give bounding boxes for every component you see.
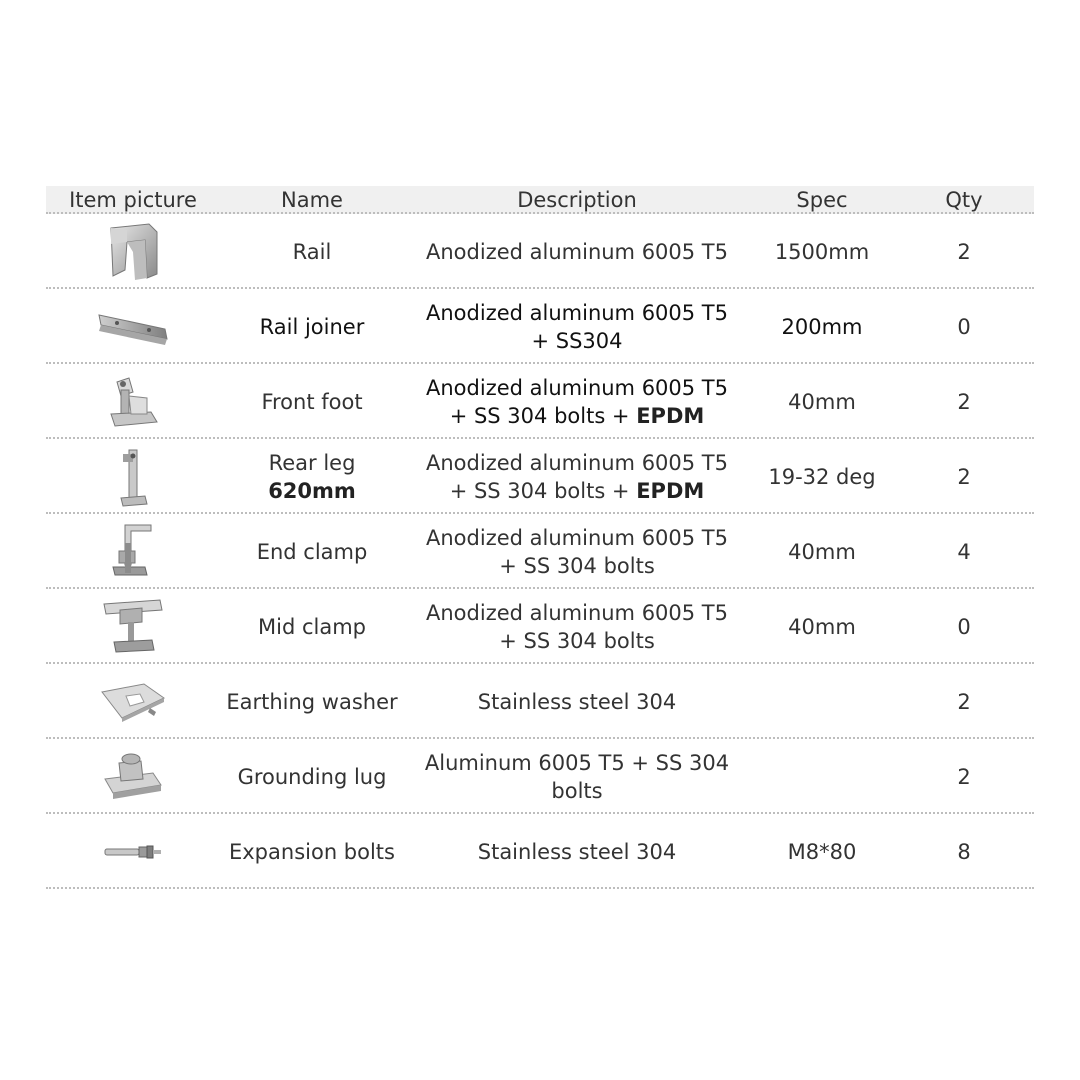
item-description: Anodized aluminum 6005 T5 (426, 300, 728, 325)
item-spec: 40mm (788, 614, 856, 639)
item-name: End clamp (256, 539, 368, 564)
item-description: Anodized aluminum 6005 T5 (426, 375, 728, 400)
item-name: Rear leg (268, 450, 356, 475)
item-description: Aluminum 6005 T5 + SS 304 (424, 750, 730, 775)
item-name: Rail (292, 239, 332, 264)
front-foot-icon (46, 372, 220, 432)
item-description: Stainless steel 304 (477, 689, 677, 714)
item-description-line2: bolts (551, 778, 603, 803)
table-row (46, 289, 1034, 364)
item-name: Rail joiner (259, 314, 365, 339)
item-qty: 2 (957, 689, 971, 714)
item-description: Anodized aluminum 6005 T5 (426, 600, 728, 625)
table-row (46, 664, 1034, 739)
item-name: Grounding lug (237, 764, 387, 789)
item-qty: 2 (957, 239, 971, 264)
item-description-line2: + SS 304 bolts (499, 553, 655, 578)
item-description-line2: + SS 304 bolts + (449, 478, 637, 503)
item-qty: 2 (957, 764, 971, 789)
grounding-lug-icon (46, 749, 220, 805)
item-qty: 2 (957, 389, 971, 414)
item-description-line2: + SS 304 bolts (499, 628, 655, 653)
rear-leg-icon (46, 446, 220, 508)
item-description: Anodized aluminum 6005 T5 (426, 239, 728, 264)
item-spec: 19-32 deg (768, 464, 876, 489)
item-name: Earthing washer (226, 689, 398, 714)
end-clamp-icon (46, 521, 220, 583)
table-row (46, 739, 1034, 814)
item-description-bold: EPDM (636, 478, 705, 503)
header-picture: Item picture (69, 188, 197, 212)
table-header (46, 186, 1034, 214)
item-name: Mid clamp (258, 614, 366, 639)
header-spec: Spec (796, 188, 848, 212)
item-qty: 4 (957, 539, 971, 564)
mid-clamp-icon (46, 596, 220, 658)
item-description-bold: EPDM (636, 403, 705, 428)
expansion-bolt-icon (46, 840, 220, 864)
header-name: Name (281, 188, 343, 212)
rail-joiner-icon (46, 305, 220, 349)
item-spec: 200mm (781, 314, 863, 339)
item-name-bold: 620mm (268, 478, 356, 503)
table-row (46, 814, 1034, 889)
header-description: Description (517, 188, 637, 212)
table-row (46, 214, 1034, 289)
item-description-line2: + SS304 (531, 328, 623, 353)
earthing-washer-icon (46, 678, 220, 726)
item-qty: 0 (957, 614, 971, 639)
parts-table (46, 186, 1034, 889)
item-spec: 40mm (788, 389, 856, 414)
table-row (46, 589, 1034, 664)
item-spec: 40mm (788, 539, 856, 564)
table-row (46, 514, 1034, 589)
item-description-line2: + SS 304 bolts + (449, 403, 637, 428)
item-qty: 2 (957, 464, 971, 489)
item-name: Expansion bolts (228, 839, 395, 864)
item-qty: 0 (957, 314, 971, 339)
item-description: Stainless steel 304 (477, 839, 677, 864)
table-row (46, 364, 1034, 439)
item-description: Anodized aluminum 6005 T5 (426, 450, 728, 475)
header-qty: Qty (945, 188, 983, 212)
table-row (46, 439, 1034, 514)
item-description: Anodized aluminum 6005 T5 (426, 525, 728, 550)
item-qty: 8 (957, 839, 971, 864)
rail-icon (46, 222, 220, 282)
item-name: Front foot (261, 389, 363, 414)
item-spec: 1500mm (774, 239, 870, 264)
item-spec: M8*80 (787, 839, 857, 864)
